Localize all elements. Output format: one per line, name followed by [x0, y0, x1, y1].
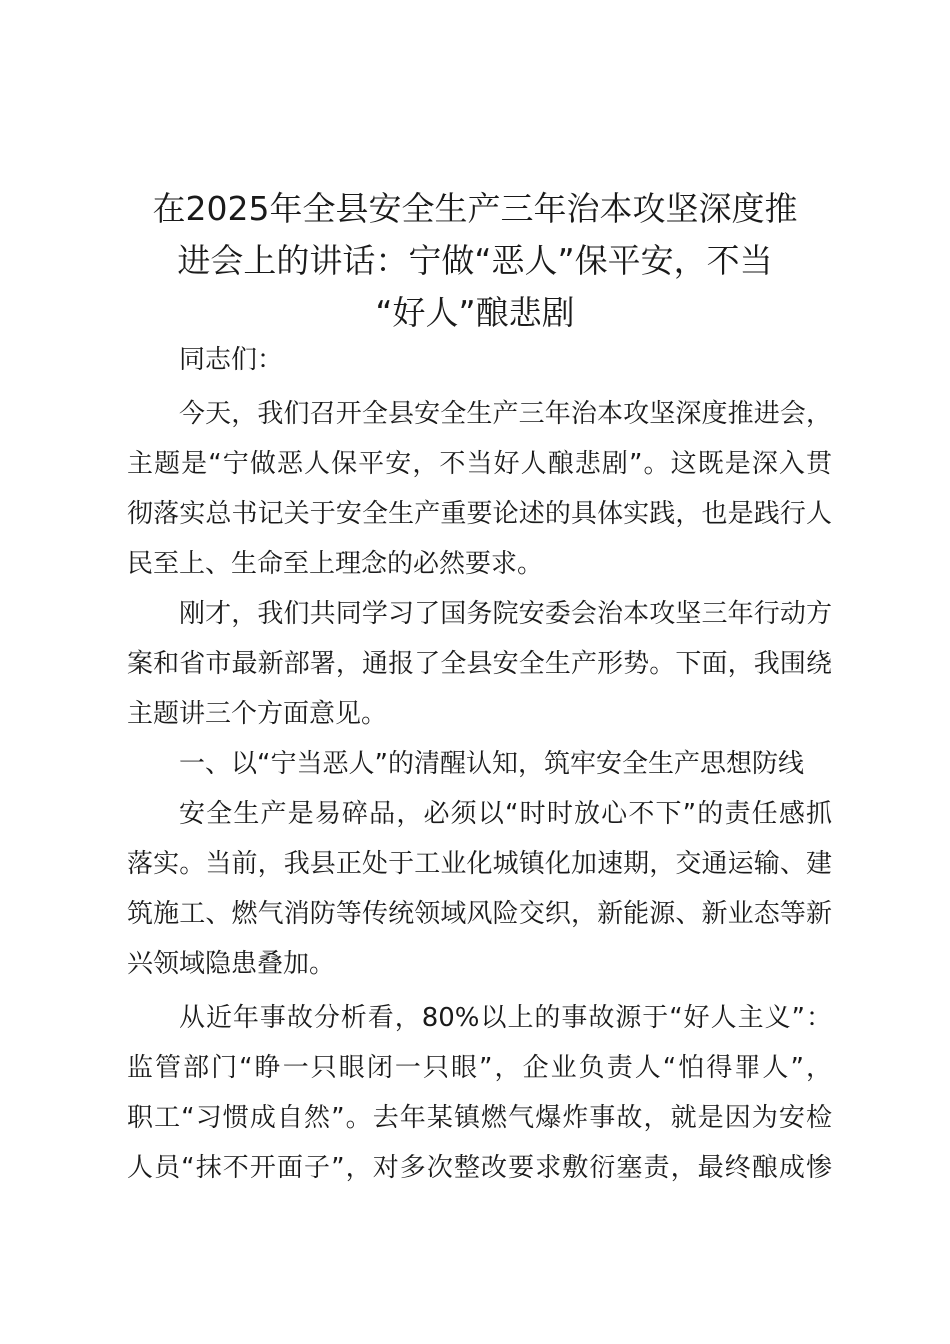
paragraph-line: 主题是“宁做恶人保平安，不当好人酿悲剧”。这既是深入贯 [127, 449, 832, 479]
paragraph-line: 安全生产是易碎品，必须以“时时放心不下”的责任感抓 [179, 799, 832, 829]
paragraph [127, 789, 832, 989]
paragraph-line: 从近年事故分析看，80%以上的事故源于“好人主义”： [179, 1003, 832, 1033]
title-line: 在2025年全县安全生产三年治本攻坚深度推 [152, 189, 798, 228]
section-heading [127, 739, 832, 789]
paragraph-line: 筑施工、燃气消防等传统领域风险交织，新能源、新业态等新 [127, 899, 832, 929]
paragraph-line: 兴领域隐患叠加。 [127, 949, 336, 979]
paragraph-line: 人员“抹不开面子”，对多次整改要求敷衍塞责，最终酿成惨 [127, 1153, 832, 1183]
paragraph [127, 589, 832, 739]
paragraph-line: 监管部门“睁一只眼闭一只眼”，企业负责人“怕得罪人”， [127, 1053, 832, 1083]
paragraph-line: 彻落实总书记关于安全生产重要论述的具体实践，也是践行人 [127, 499, 832, 529]
paragraph-line: 今天，我们召开全县安全生产三年治本攻坚深度推进会， [179, 399, 832, 429]
title-line: “好人”酿悲剧 [375, 293, 575, 332]
paragraph-line: 民至上、生命至上理念的必然要求。 [127, 549, 544, 579]
title-line: 进会上的讲话：宁做“恶人”保平安，不当 [177, 241, 773, 280]
paragraph-line: 主题讲三个方面意见。 [127, 699, 388, 729]
paragraph [127, 389, 832, 589]
section-heading-text: 一、以“宁当恶人”的清醒认知，筑牢安全生产思想防线 [179, 749, 804, 779]
paragraph-line: 案和省市最新部署，通报了全县安全生产形势。下面，我围绕 [127, 649, 832, 679]
paragraph-line: 刚才，我们共同学习了国务院安委会治本攻坚三年行动方 [179, 599, 832, 629]
paragraph [127, 993, 832, 1193]
document-title [118, 183, 832, 339]
salutation: 同志们： [179, 345, 284, 375]
paragraph-line: 职工“习惯成自然”。去年某镇燃气爆炸事故，就是因为安检 [127, 1103, 832, 1133]
document-body [127, 335, 832, 1193]
paragraph-line: 落实。当前，我县正处于工业化城镇化加速期，交通运输、建 [127, 849, 832, 879]
